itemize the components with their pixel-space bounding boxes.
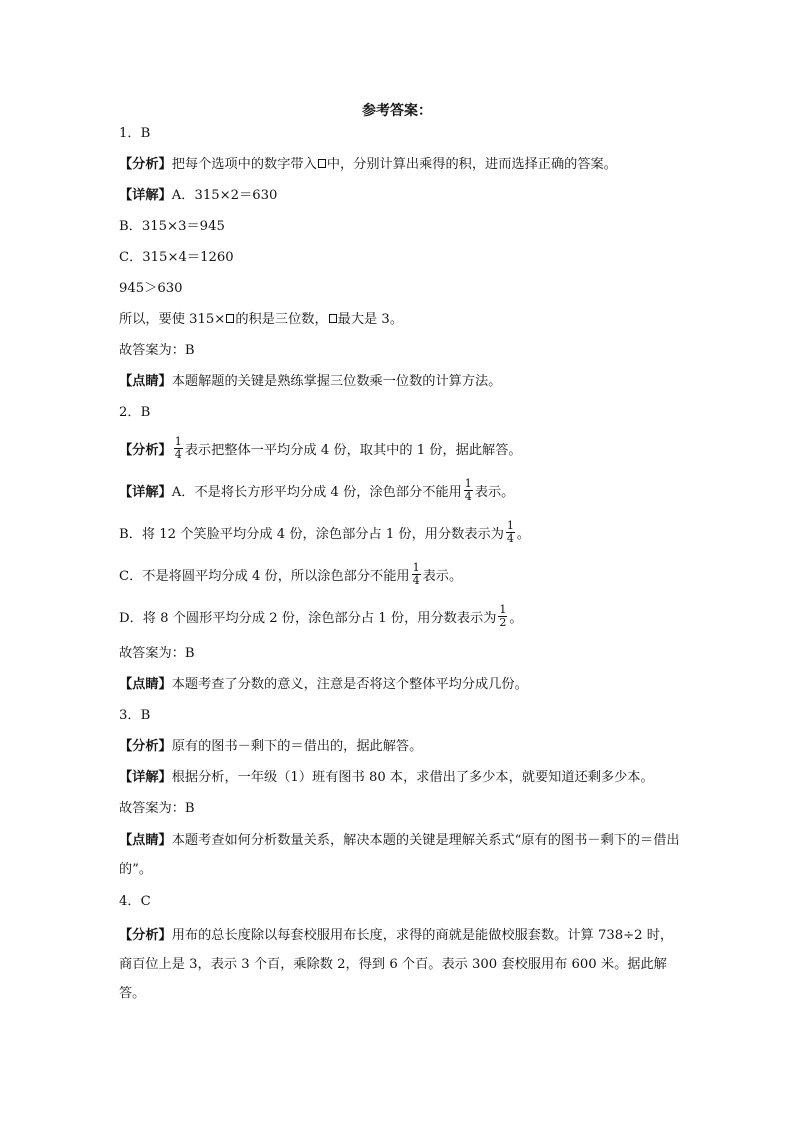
answer-3-label: 3．B [119,708,151,723]
analysis-text: 用布的总长度除以每套校服用布长度，求得的商就是能做校服套数。计算 738÷2 时，商百位上是 3，表示 3 个百，乘除数 2，得到 6 个百。表示 300 套校服用布 600 米。据此解答。 [119,928,674,1001]
detail-tag: 【详解】 [119,485,172,500]
detail-b-post: 。 [516,527,531,542]
answer-1-compare: 945＞630 [119,281,183,296]
answer-2-detail-c [119,561,684,589]
answer-1-label: 1．B [119,126,151,141]
answer-3-analysis [119,737,684,757]
blank-box-icon [226,314,234,323]
analysis-tag: 【分析】 [119,157,172,172]
point-tag: 【点睛】 [119,677,172,692]
answer-1-final: 故答案为：B [119,343,195,358]
analysis-text-post: 中，分别计算出乘得的积，进而选择正确的答案。 [326,157,617,172]
analysis-text: 原有的图书－剩下的＝借出的，据此解答。 [171,739,423,754]
fraction-quarter: $\frac{1}{4}$ [506,519,514,545]
answer-2-analysis [119,435,684,463]
point-text: 本题考查了分数的意义，注意是否将这个整体平均分成几份。 [171,677,528,692]
point-text: 本题解题的关键是熟练掌握三位数乘一位数的计算方法。 [171,374,502,389]
detail-d-pre: D．将 8 个圆形平均分成 2 份，涂色部分占 1 份，用分数表示为 [119,611,497,626]
blank-box-icon [318,159,326,168]
answer-2-point [119,675,684,695]
answer-1-option-c: C．315×4＝1260 [119,250,234,265]
analysis-tag: 【分析】 [119,443,172,458]
point-tag: 【点睛】 [119,374,172,389]
fraction-quarter: $\frac{1}{4}$ [412,561,420,587]
answer-2-detail-b [119,519,684,547]
detail-pre: A．不是将长方形平均分成 4 份，涂色部分不能用 [171,485,462,500]
detail-c-post: 表示。 [422,569,463,584]
fraction-quarter: $\frac{1}{4}$ [464,477,472,503]
answer-2-final: 故答案为：B [119,646,195,661]
detail-tag: 【详解】 [119,770,172,785]
answer-4-label: 4．C [119,894,151,909]
answer-2-detail-d [119,603,684,631]
conclusion-pre: 所以，要使 315× [119,312,226,327]
answer-3-final: 故答案为：B [119,801,195,816]
detail-post: 表示。 [474,485,515,500]
detail-text: A．315×2＝630 [171,188,278,203]
answer-2-label: 2．B [119,405,151,420]
analysis-tag: 【分析】 [119,739,172,754]
answer-3-detail [119,768,684,788]
answer-1-detail [119,186,684,206]
fraction-half: $\frac{1}{2}$ [499,603,507,629]
answer-1-point [119,372,684,392]
answer-1-option-b: B．315×3＝945 [119,219,225,234]
answer-4-analysis [119,921,684,1008]
answer-2-detail-a [119,477,684,505]
page-title: 参考答案： [362,103,432,119]
answer-1-conclusion [119,310,684,330]
point-tag: 【点睛】 [119,833,172,848]
fraction-quarter: $\frac{1}{4}$ [174,435,182,461]
answer-3-point [119,826,684,884]
blank-box-icon [329,314,337,323]
analysis-text-pre: 把每个选项中的数字带入 [171,157,317,172]
detail-c-pre: C．不是将圆平均分成 4 份，所以涂色部分不能用 [119,569,410,584]
answer-1-analysis [119,155,684,175]
detail-tag: 【详解】 [119,188,172,203]
detail-d-post: 。 [509,611,523,626]
detail-b-pre: B．将 12 个笑脸平均分成 4 份，涂色部分占 1 份，用分数表示为 [119,527,504,542]
conclusion-mid: 的积是三位数， [235,312,328,327]
point-text: 本题考查如何分析数量关系，解决本题的关键是理解关系式“原有的图书－剩下的＝借出的”。 [119,833,680,877]
analysis-text: 表示把整体一平均分成 4 份，取其中的 1 份，据此解答。 [184,443,522,458]
detail-text: 根据分析，一年级（1）班有图书 80 本，求借出了多少本，就要知道还剩多少本。 [171,770,654,785]
conclusion-post: 最大是 3。 [337,312,404,327]
analysis-tag: 【分析】 [119,928,172,943]
